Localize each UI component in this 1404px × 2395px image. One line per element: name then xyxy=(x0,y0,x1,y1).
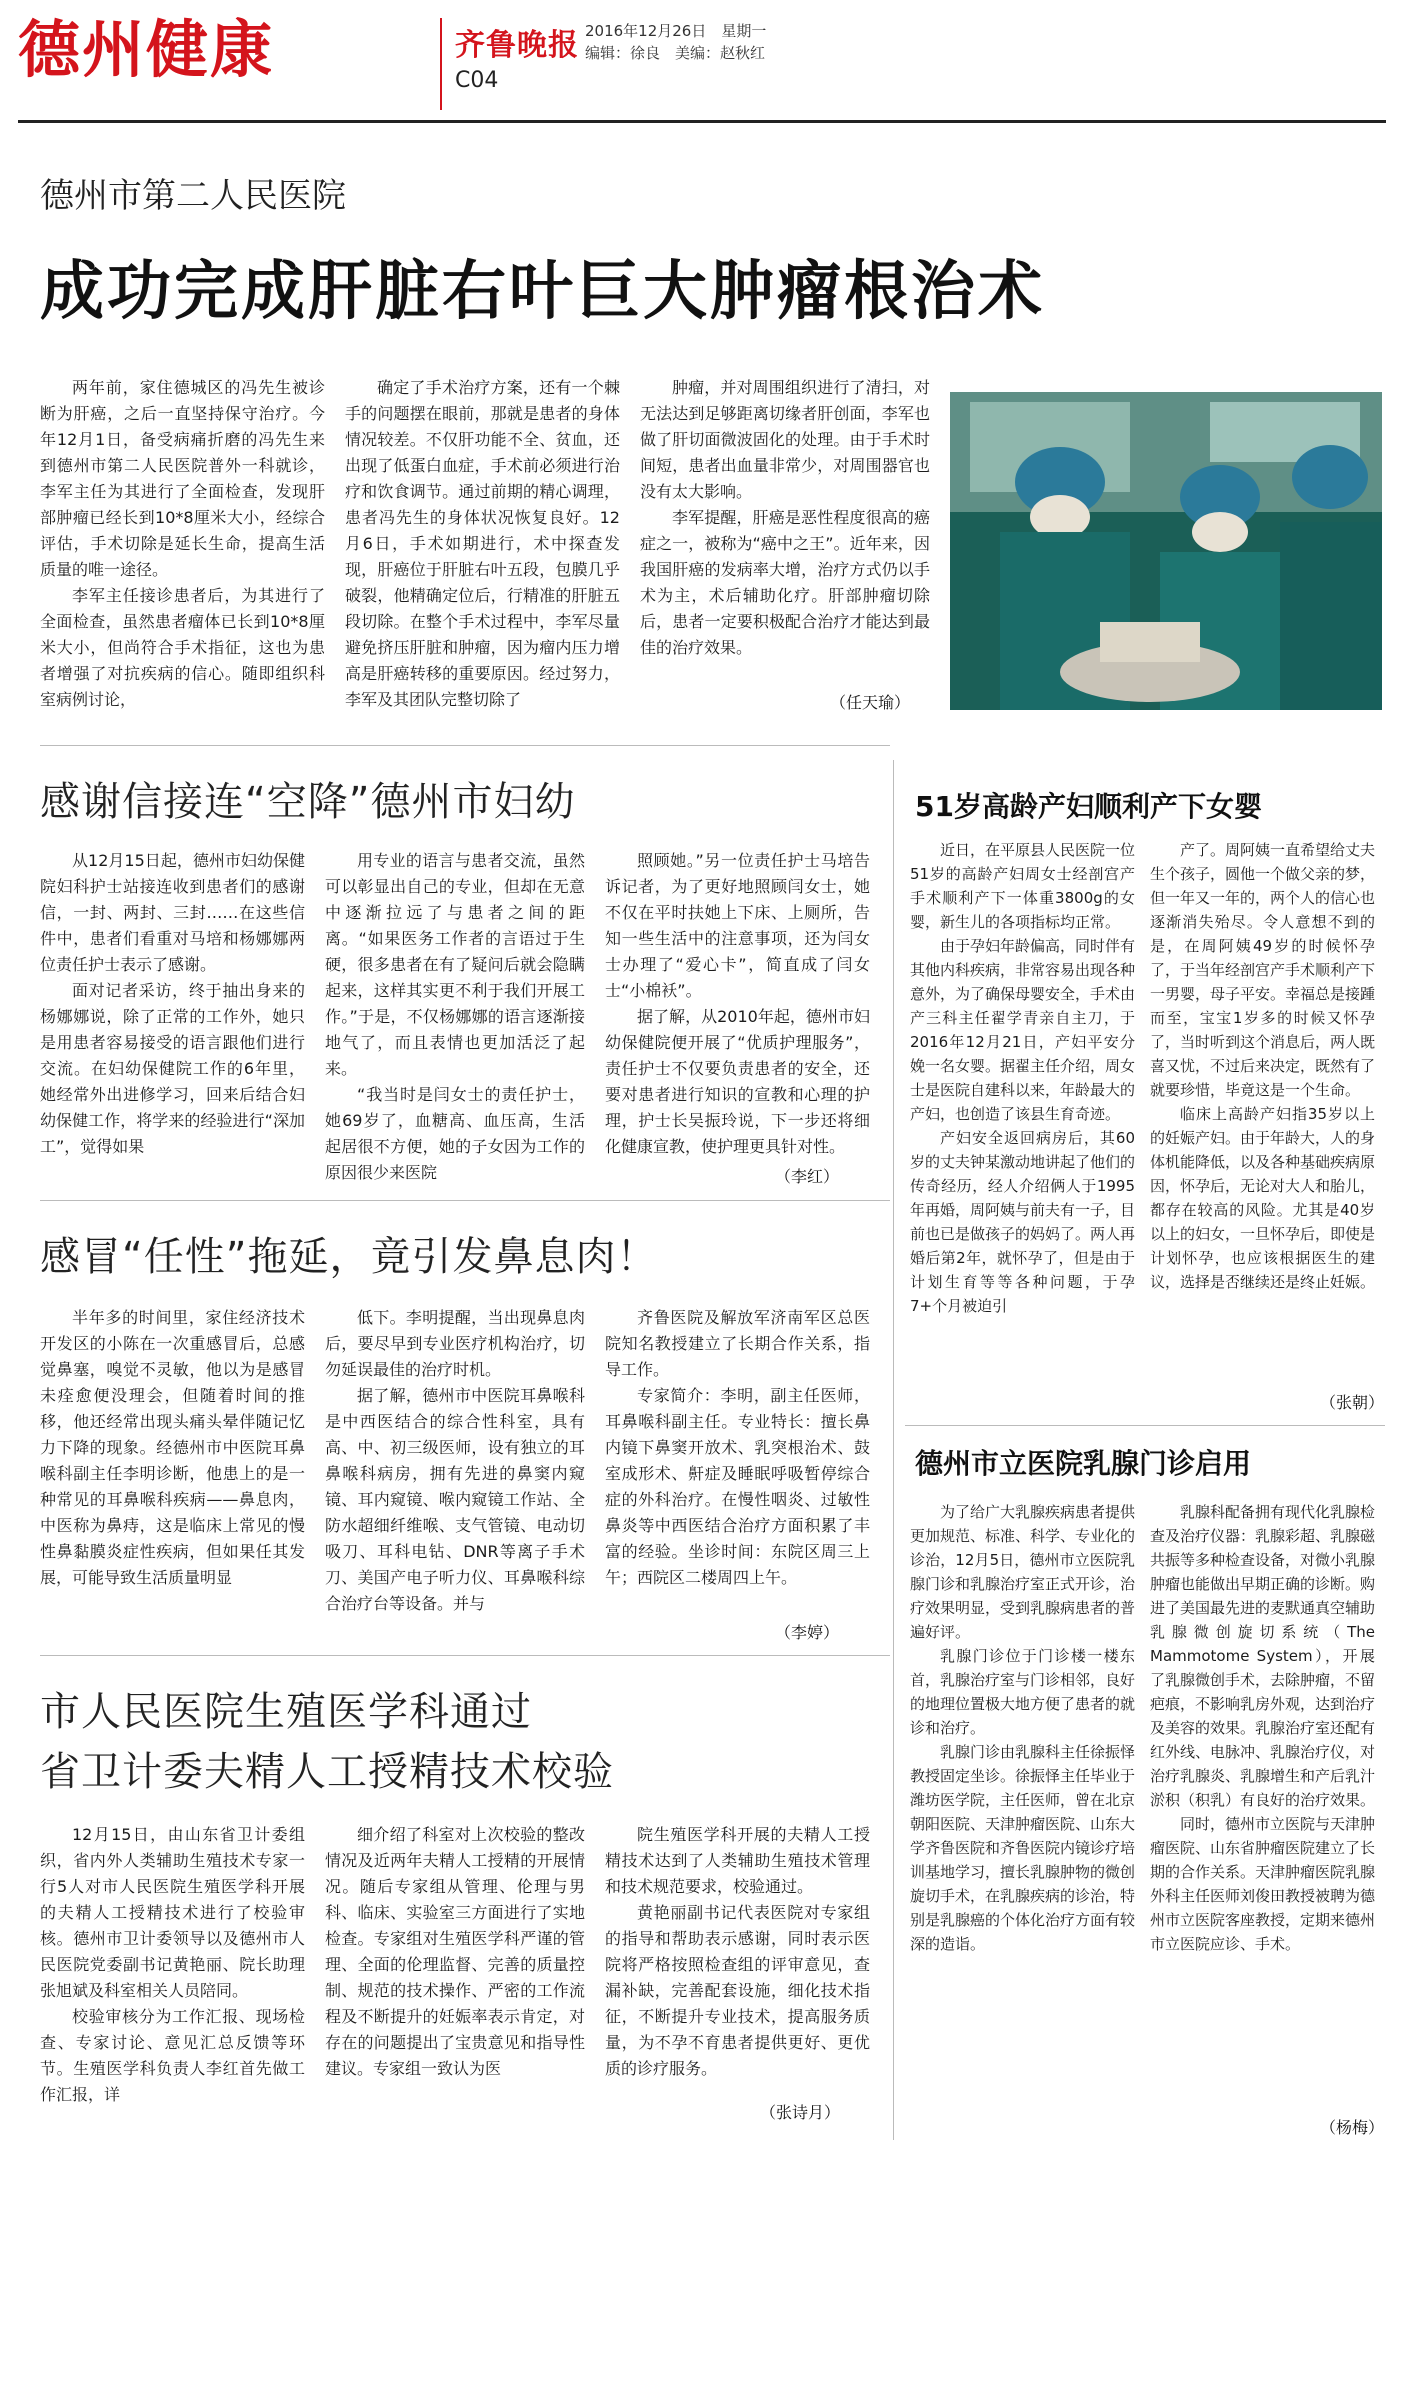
article2-column-1: 从12月15日起，德州市妇幼保健院妇科护士站接连收到患者们的感谢信，一封、两封、三封……在这些信件中，患者们看重对马培和杨娜娜两位责任护士表示了感谢。 面对记者采访，终于抽出身来的杨娜娜说，除了正常的工作外，她只是用患者容易接受的语言跟他们进行交流。在妇幼保健院工作的6年里，她经常外出进修学习，回来后结合妇幼保健工作，将学来的经验进行“深加工”，觉得如果 xyxy=(40,851,305,1156)
article3-column-3: 齐鲁医院及解放军济南军区总医院知名教授建立了长期合作关系，指导工作。 专家简介：李明，副主任医师，耳鼻喉科副主任。专业特长：擅长鼻内镜下鼻窦开放术、乳突根治术、鼓室成形术、鼾症及睡眠呼吸暂停综合症的外科治疗。在慢性咽炎、过敏性鼻炎等中西医结合治疗方面积累了丰富的经验。坐诊时间：东院区周三上午；西院区二楼周四上午。 xyxy=(605,1308,870,1587)
article3-column-2: 低下。李明提醒，当出现鼻息肉后，要尽早到专业医疗机构治疗，切勿延误最佳的治疗时机。 据了解，德州市中医院耳鼻喉科是中西医结合的综合性科室，具有高、中、初三级医师，设有独立的耳鼻喉科病房，拥有先进的鼻窦内窥镜、耳内窥镜、喉内窥镜工作站、全防水超细纤维喉、支气管镜、电动切吸刀、耳科电钻、DNR等离子手术刀、美国产电子听力仪、耳鼻喉科综合治疗台等设备。并与 xyxy=(325,1308,585,1613)
article5-byline: （张朝） xyxy=(1320,1393,1385,1412)
article5-headline: 51岁高龄产妇顺利产下女婴 xyxy=(915,790,1262,823)
editor-credits: 编辑：徐良 美编：赵秋红 xyxy=(585,44,766,62)
article5-column-1: 近日，在平原县人民医院一位51岁的高龄产妇周女士经剖宫产手术顺利产下一体重3800g的女婴，新生儿的各项指标均正常。 由于孕妇年龄偏高，同时伴有其他内科疾病，非常容易出现各种意外，为了确保母婴安全，手术由产三科主任翟学青亲自主刀，于2016年12月21日，产妇平安分娩一名女婴。据翟主任介绍，周女士是医院自建科以来，年龄最大的产妇，也创造了该县生育奇迹。 产妇安全返回病房后，其60岁的丈夫钟某激动地讲起了他们的传奇经历，经人介绍俩人于1995年再婚，周阿姨与前夫有一子，目前也已是做孩子的妈妈了。两人再婚后第2年，就怀孕了，但是由于计划生育等等各种问题，于孕7+个月被迫引 xyxy=(910,841,1136,1315)
article1-headline: 成功完成肝脏右叶巨大肿瘤根治术 xyxy=(40,255,1045,329)
article1-column-1: 两年前，家住德城区的冯先生被诊断为肝癌，之后一直坚持保守治疗。今年12月1日，备受病痛折磨的冯先生来到德州市第二人民医院普外一科就诊，李军主任为其进行了全面检查，发现肝部肿瘤已经长到10*8厘米大小，经综合评估，手术切除是延长生命，提高生活质量的唯一途径。 李军主任接诊患者后，为其进行了全面检查，虽然患者瘤体已长到10*8厘米大小，但尚符合手术指征，这也为患者增强了对抗疾病的信心。随即组织科室病例讨论， xyxy=(40,378,325,709)
column-divider xyxy=(893,760,894,2140)
divider xyxy=(40,1200,890,1201)
article2-byline: （李红） xyxy=(775,1167,840,1186)
article4-column-3: 院生殖医学科开展的夫精人工授精技术达到了人类辅助生殖技术管理和技术规范要求，校验通过。 黄艳丽副书记代表医院对专家组的指导和帮助表示感谢，同时表示医院将严格按照检查组的评审意见，查漏补缺，完善配套设施，细化技术指征，不断提升专业技术，提高服务质量，为不孕不育患者提供更好、更优质的诊疗服务。 xyxy=(605,1825,870,2078)
article2-column-2: 用专业的语言与患者交流，虽然可以彰显出自己的专业，但却在无意中逐渐拉远了与患者之间的距离。“如果医务工作者的言语过于生硬，很多患者在有了疑问后就会隐瞒起来，这样其实更不利于我们开展工作。”于是，不仅杨娜娜的语言逐渐接地气了，而且表情也更加活泛了起来。 “我当时是闫女士的责任护士，她69岁了，血糖高、血压高，生活起居很不方便，她的子女因为工作的原因很少来医院 xyxy=(325,851,585,1182)
article4-byline: （张诗月） xyxy=(760,2103,841,2122)
article1-column-3: 肿瘤，并对周围组织进行了清扫，对无法达到足够距离切缘者肝创面，李军也做了肝切面微波固化的处理。由于手术时间短，患者出血量非常少，对周围器官也没有太大影响。 李军提醒，肝癌是恶性程度很高的癌症之一，被称为“癌中之王”。近年来，因我国肝癌的发病率大增，治疗方式仍以手术为主，术后辅助化疗。肝部肿瘤切除后，患者一定要积极配合治疗才能达到最佳的治疗效果。 xyxy=(640,378,930,657)
article4-headline-line1: 市人民医院生殖医学科通过 xyxy=(40,1689,532,1735)
surgery-photo xyxy=(950,392,1382,710)
article1-kicker: 德州市第二人民医院 xyxy=(40,176,346,216)
article3-headline: 感冒“任性”拖延，竟引发鼻息肉！ xyxy=(40,1234,658,1280)
divider xyxy=(905,1425,1385,1426)
article4-column-2: 细介绍了科室对上次校验的整改情况及近两年夫精人工授精的开展情况。随后专家组从管理、伦理与男科、临床、实验室三方面进行了实地检查。专家组对生殖医学科严谨的管理、全面的伦理监督、完善的质量控制、规范的技术操作、严密的工作流程及不断提升的妊娠率表示肯定，对存在的问题提出了宝贵意见和指导性建议。专家组一致认为医 xyxy=(325,1825,585,2078)
divider xyxy=(40,1655,890,1656)
article1-byline: （任天瑜） xyxy=(830,693,911,712)
issue-date: 2016年12月26日 星期一 xyxy=(585,22,767,40)
article6-headline: 德州市立医院乳腺门诊启用 xyxy=(915,1447,1252,1480)
article3-column-1: 半年多的时间里，家住经济技术开发区的小陈在一次重感冒后，总感觉鼻塞，嗅觉不灵敏，他以为是感冒未痊愈便没理会，但随着时间的推移，他还经常出现头痛头晕伴随记忆力下降的现象。经德州市中医院耳鼻喉科副主任李明诊断，他患上的是一种常见的耳鼻喉科疾病——鼻息肉，中医称为鼻痔，这是临床上常见的慢性鼻黏膜炎症性疾病，但如果任其发展，可能导致生活质量明显 xyxy=(40,1308,305,1587)
article1-column-2: 确定了手术治疗方案，还有一个棘手的问题摆在眼前，那就是患者的身体情况较差。不仅肝功能不全、贫血，还出现了低蛋白血症，手术前必须进行治疗和饮食调节。通过前期的精心调理，患者冯先生的身体状况恢复良好。12月6日，手术如期进行，术中探查发现，肝癌位于肝脏右叶五段，包膜几乎破裂，他精确定位后，行精准的肝脏五段切除。在整个手术过程中，李军尽量避免挤压肝脏和肿瘤，因为瘤内压力增高是肝癌转移的重要原因。经过努力，李军及其团队完整切除了 xyxy=(345,378,620,709)
section-title: 德州健康 xyxy=(18,13,275,86)
article4-headline-line2: 省卫计委夫精人工授精技术校验 xyxy=(40,1749,614,1795)
article6-column-1: 为了给广大乳腺疾病患者提供更加规范、标准、科学、专业化的诊治，12月5日，德州市立医院乳腺门诊和乳腺治疗室正式开诊，治疗效果明显，受到乳腺病患者的普遍好评。 乳腺门诊位于门诊楼一楼东首，乳腺治疗室与门诊相邻，良好的地理位置极大地方便了患者的就诊和治疗。 乳腺门诊由乳腺科主任徐振怿教授固定坐诊。徐振怿主任毕业于潍坊医学院，主任医师，曾在北京朝阳医院、天津肿瘤医院、山东大学齐鲁医院和齐鲁医院内镜诊疗培训基地学习，擅长乳腺肿物的微创旋切手术，在乳腺疾病的诊治，特别是乳腺癌的个体化治疗方面有较深的造诣。 xyxy=(910,1503,1136,1953)
article6-column-2: 乳腺科配备拥有现代化乳腺检查及治疗仪器：乳腺彩超、乳腺磁共振等多种检查设备，对微小乳腺肿瘤也能做出早期正确的诊断。购进了美国最先进的麦默通真空辅助乳腺微创旋切系统（The Mammotome System），开展了乳腺微创手术，去除肿瘤，不留疤痕，不影响乳房外观，达到治疗及美容的效果。乳腺治疗室还配有红外线、电脉冲、乳腺治疗仪，对治疗乳腺炎、乳腺增生和产后乳汁淤积（积乳）有良好的治疗效果。 同时，德州市立医院与天津肿瘤医院、山东省肿瘤医院建立了长期的合作关系。天津肿瘤医院乳腺外科主任医师刘俊田教授被聘为德州市立医院客座教授，定期来德州市立医院应诊、手术。 xyxy=(1150,1503,1376,1953)
article6-byline: （杨梅） xyxy=(1320,2118,1385,2137)
article5-column-2: 产了。周阿姨一直希望给丈夫生个孩子，圆他一个做父亲的梦，但一年又一年的，两个人的信心也逐渐消失殆尽。令人意想不到的是，在周阿姨49岁的时候怀孕了，于当年经剖宫产手术顺利产下一男婴，母子平安。幸福总是接踵而至，宝宝1岁多的时候又怀孕了，当时听到这个消息后，两人既喜又忧，不过后来决定，既然有了就要珍惜，毕竟这是一个生命。 临床上高龄产妇指35岁以上的妊娠产妇。由于年龄大，人的身体机能降低，以及各种基础疾病原因，怀孕后，无论对大人和胎儿，都存在较高的风险。尤其是40岁以上的妇女，一旦怀孕后，即使是计划怀孕，也应该根据医生的建议，选择是否继续还是终止妊娠。 xyxy=(1150,841,1376,1291)
divider xyxy=(40,745,890,746)
page-code: C04 xyxy=(455,68,499,93)
article2-column-3: 照顾她。”另一位责任护士马培告诉记者，为了更好地照顾闫女士，她不仅在平时扶她上下床、上厕所，告知一些生活中的注意事项，还为闫女士办理了“爱心卡”，简直成了闫女士“小棉袄”。 据了解，从2010年起，德州市妇幼保健院便开展了“优质护理服务”，责任护士不仅要负责患者的安全，还要对患者进行知识的宣教和心理的护理，护士长吴振玲说，下一步还将细化健康宣教，使护理更具针对性。 xyxy=(605,851,870,1156)
paper-logo: 齐鲁晚报 xyxy=(455,28,579,63)
article3-byline: （李婷） xyxy=(775,1623,840,1642)
article2-headline: 感谢信接连“空降”德州市妇幼 xyxy=(40,779,576,825)
masthead-rule xyxy=(18,120,1386,123)
article4-column-1: 12月15日，由山东省卫计委组织，省内外人类辅助生殖技术专家一行5人对市人民医院生殖医学科开展的夫精人工授精技术进行了校验审核。德州市卫计委领导以及德州市人民医院党委副书记黄艳丽、院长助理张旭斌及科室相关人员陪同。 校验审核分为工作汇报、现场检查、专家讨论、意见汇总反馈等环节。生殖医学科负责人李红首先做工作汇报，详 xyxy=(40,1825,305,2104)
masthead-divider xyxy=(440,18,442,110)
